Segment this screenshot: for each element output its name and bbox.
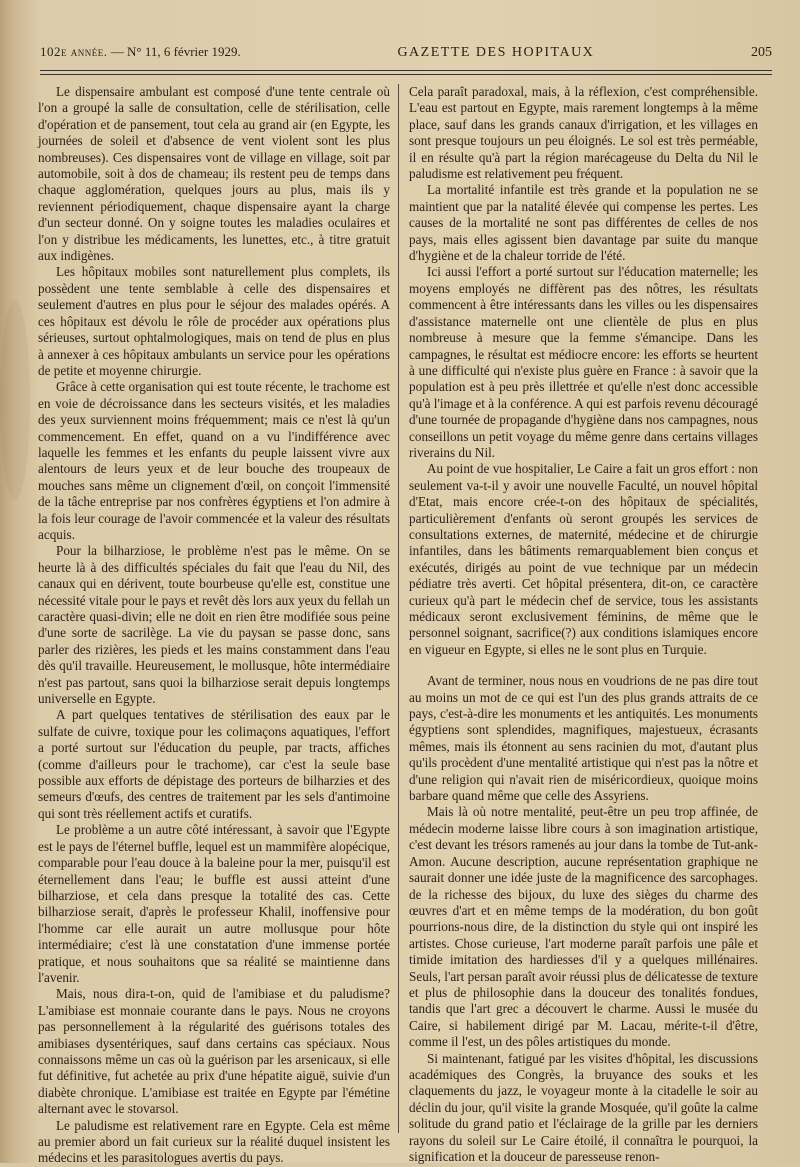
paragraph: Au point de vue hospitalier, Le Caire a fait un gros effort : non seulement va-t-il y avoir une nouvelle Faculté, un nouvel hôpital d'Etat, mais encore crée-t-on des hôpitaux de spécialités, particulièrement d'enfants où seront groupés les services de consultations externes, de maternité, médecine et de chirurgie infantiles, dans les bâtiments remarquablement bien conçus et exécutés, dirigés au point de vue technique par un médecin pédiatre très averti. Cet hôpital présentera, dit-on, ce caractère curieux qu'à part le médecin chef de service, tous les assistants médicaux seront exclusivement féminins, de même que le personnel soignant, sacrifice(?) aux conditions islamiques encore en vigueur en Egypte, si elles ne le sont plus en Turquie. (409, 461, 758, 657)
paragraph: Les hôpitaux mobiles sont naturellement plus complets, ils possèdent une tente semblable à celle des dispensaires et seulement d'autres en plus pour le séjour des malades opérés. A ces hôpitaux est dévolu le rôle de procéder aux opérations plus sérieuses, surtout ophtalmologiques, mais on tend de plus en plus à annexer à ces hôpitaux ambulants un service pour les opérations de petite et moyenne chirurgie. (38, 264, 390, 378)
paragraph: Le paludisme est relativement rare en Egypte. Cela est même au premier abord un fait curieux sur la réalité duquel insistent les médecins et les parasitologues avertis du pays. (38, 1117, 390, 1166)
paragraph: Le problème a un autre côté intéressant, à savoir que l'Egypte est le pays de l'éternel buffle, lequel est un mammifère alopécique, comparable pour l'eau douce à la baleine pour la mer, puisqu'il est éternellement dans l'eau; le buffle est aussi atteint d'une bilharziose, et cela dans presque la totalité des cas. Cette bilharziose serait, d'après le professeur Khalil, inoffensive pour l'homme car elle aurait un autre mollusque pour hôte intermédiaire; c'est là une constatation d'une immense portée pratique, et nous souhaitons que sa réalité se maintienne dans l'avenir. (38, 822, 390, 985)
paragraph: Mais, nous dira-t-on, quid de l'amibiase et du paludisme? L'amibiase est monnaie courante dans le pays. Nous ne croyons pas personnellement à la régularité des guérisons totales des amibiases dysentériques, sauf dans certains cas spéciaux. Nous connaissons même un cas où la guérison par les arsenicaux, si elle fut définitive, fut achetée au prix d'une hépatite aiguë, suivie d'un diabète chronique. L'amibiase est traitée en Egypte par l'émétine alternant avec le stovarsol. (38, 986, 390, 1117)
paragraph: Avant de terminer, nous nous en voudrions de ne pas dire tout au moins un mot de ce qui est l'un des plus grands attraits de ce pays, c'est-à-dire les monuments et les antiquités. Les monuments égyptiens sont splendides, magnifiques, majestueux, écrasants mêmes, mais ils étonnent au sens racinien du mot, d'autant plus qu'ils procèdent d'une mentalité artistique qui n'est pas la nôtre et d'une religion qui n'avait rien de miséricordieux, quoique moins barbare quand même que celle des Assyriens. (409, 673, 758, 804)
right-column (398, 84, 758, 1164)
paragraph-continued: Cela paraît paradoxal, mais, à la réflexion, c'est compréhensible. L'eau est partout en Egypte, mais rarement longtemps à la même place, sauf dans les grands canaux d'irrigation, et les villages en sont presque toujours un peu éloignés. Le sol est très perméable, il en résulte qu'à part la région marécageuse du Delta du Nil le paludisme est relativement peu fréquent. (409, 84, 758, 182)
page-number: 205 (750, 45, 772, 60)
scan-shadow (0, 300, 30, 500)
paragraph: Pour la bilharziose, le problème n'est pas le même. On se heurte là à des difficultés spéciales du fait que l'eau du Nil, des canaux qui en dérivent, toute bourbeuse qu'elle est, constitue une nécessité vitale pour le pays et revêt dès lors aux yeux du fellah un caractère quasi-divin; elle ne doit en rien être modifiée sous peine d'une sorte de sacrilège. La vie du paysan se passe donc, sans parler des rizières, les pieds et les mains constamment dans l'eau dès qu'il travaille. Heureusement, le mollusque, hôte intermédiaire n'est pas partout, sans quoi la bilharziose serait depuis longtemps universelle en Egypte. (38, 543, 390, 707)
issue-info (40, 44, 241, 60)
paragraph: Le dispensaire ambulant est composé d'une tente centrale où l'on a groupé la salle de consultation, celle de stérilisation, celle d'opération et de pansement, tout cela au grand air (en Egypte, les journées de soleil et d'absence de vent violent sont les plus nombreuses). Ces dispensaires vont de village en village, soit par automobile, soit à dos de chameau; ils restent peu de temps dans chaque agglomération, quelques jours au plus, mais ils y reviennent périodiquement, chaque dispensaire ayant la charge d'un secteur donné. On y soigne toutes les maladies oculaires et l'on y distribue les médicaments, les lunettes, etc., à titre gratuit aux indigènes. (38, 84, 390, 264)
paragraph: La mortalité infantile est très grande et la population ne se maintient que par la natalité élevée qui compense les pertes. Les causes de la mortalité ne sont pas différentes de celles de nos pays, mais elles agissent bien davantage par suite du manque d'hygiène et de la chaleur torride de l'été. (409, 182, 758, 264)
issue-number-date: — N° 11, 6 février 1929. (110, 44, 241, 59)
header-rule-top (40, 70, 772, 71)
header-rule-bottom (40, 74, 772, 75)
left-column (38, 84, 398, 1166)
paragraph: Grâce à cette organisation qui est toute récente, le trachome est en voie de décroissance dans les secteurs visités, et les maladies des yeux surviennent moins fréquemment; mais ce n'est là qu'un commencement. En effet, quand on a vu l'indifférence avec laquelle les femmes et les enfants du peuple laissent vivre aux alentours de leurs yeux et de leur bouche des troupeaux de mouches sans même un clignement d'œil, on conçoit l'immensité de la tâche entreprise par nos confrères égyptiens et l'on admire à la fois leur courage de l'avoir commencée et la valeur des résultats acquis. (38, 379, 390, 542)
issue-year: 102e année. (40, 44, 108, 59)
journal-title: GAZETTE DES HOPITAUX (397, 45, 595, 60)
running-header (40, 44, 772, 68)
paragraph: A part quelques tentatives de stérilisation des eaux par le sulfate de cuivre, toxique pour les colimaçons aquatiques, l'effort a porté surtout sur l'éducation du peuple, par tracts, affiches (comme d'ailleurs pour le trachome), car c'est la seule base possible aux efforts de dépistage des porteurs de bilharzies et des semeurs d'œufs, des centres de traitement par les sels d'antimoine qui sont très réellement actifs et curatifs. (38, 707, 390, 821)
paragraph: Mais là où notre mentalité, peut-être un peu trop affinée, de médecin moderne laisse libre cours à son imagination artistique, c'est devant les trésors ramenés au jour dans la tombe de Tut-ank-Amon. Aucune description, aucune représentation graphique ne saurait donner une idée juste de la magnificence des sarcophages. de la richesse des bijoux, du luxe des sièges du charme des œuvres d'art et en même temps de la modération, du bon goût pourrions-nous dire, de la distinction du style qui ont inspiré les artistes. Chose curieuse, l'art moderne paraît parfois une pâle et timide imitation des hardiesses d'il y a quelques millénaires. Seuls, l'art persan paraît avoir réussi plus de délicatesse de texture et plus de philosophie dans la douceur des tonalités fondues, tandis que l'art grec a découvert le charme. Aussi le musée du Caire, si habilement dirigé par M. Lacau, mérite-t-il d'être, comme il l'est, un des pôles artistiques du monde. (409, 804, 758, 1050)
paragraph: Ici aussi l'effort a porté surtout sur l'éducation maternelle; les moyens employés ne diffèrent pas des nôtres, les résultats commencent à être intéressants dans les villes ou les dispensaires d'assistance maternelle ont une clientèle de plus en plus nombreuse à mesure que la femme s'émancipe. Dans les campagnes, le résultat est médiocre encore: les efforts se heurtent à une difficulté qui n'existe plus guère en France : à savoir que la population est à peu près illettrée et qu'elle n'est donc accessible qu'à l'image et à la conférence. A qui est parfois revenu découragé d'une tournée de propagande d'hygiène dans nos campagnes, nous conseillons un petit voyage du même genre dans certains villages riverains du Nil. (409, 264, 758, 460)
article-columns (38, 84, 766, 1166)
paragraph: Si maintenant, fatigué par les visites d'hôpital, les discussions académiques des Congrès, la bruyance des souks et les claquements du jazz, le voyageur monte à la citadelle le soir au déclin du jour, qu'il visite la grande Mosquée, qu'il goûte la calme solitude du grand patio et l'éclairage de la grille par les derniers rayons du soleil sur Le Caire étoilé, il connaîtra le pourquoi, la signification et la douceur de paresseuse renon- (409, 1050, 758, 1164)
